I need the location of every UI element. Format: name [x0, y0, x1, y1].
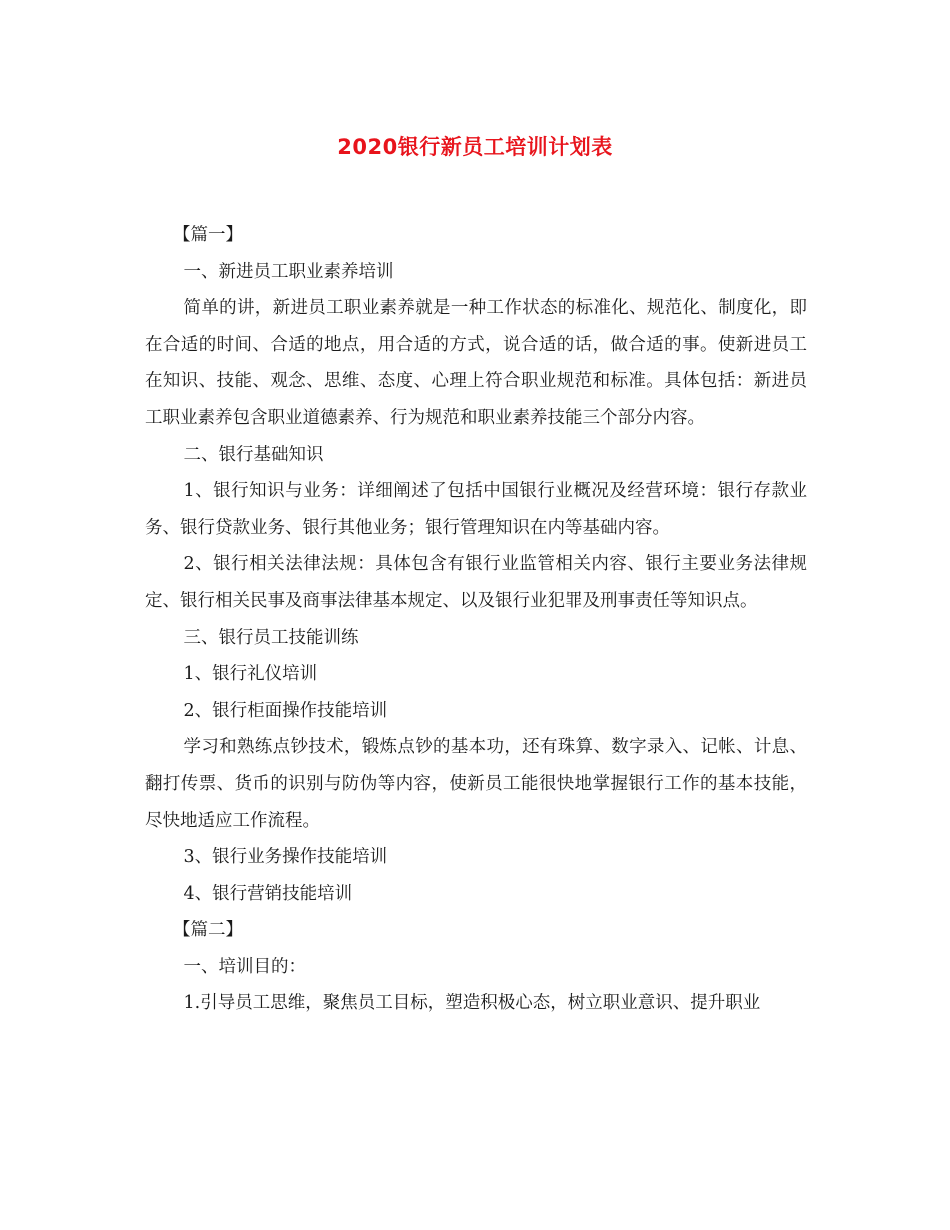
body-paragraph: 学习和熟练点钞技术，锻炼点钞的基本功，还有珠算、数字录入、记帐、计息、翻打传票、货币的识别与防伪等内容，使新员工能很快地掌握银行工作的基本技能，尽快地适应工作流程。 — [145, 737, 807, 831]
section-marker-2: 【篇二】 — [173, 920, 243, 941]
list-item: 4、银行营销技能培训 — [183, 883, 353, 904]
section-heading: 一、新进员工职业素养培训 — [183, 261, 394, 282]
section-heading: 二、银行基础知识 — [183, 444, 324, 465]
section-marker-1: 【篇一】 — [173, 225, 243, 245]
body-paragraph: 简单的讲，新进员工职业素养就是一种工作状态的标准化、规范化、制度化，即在合适的时间、合适的地点，用合适的方式，说合适的话，做合适的事。使新进员工在知识、技能、观念、思维、态度、心理上符合职业规范和标准。具体包括：新进员工职业素养包含职业道德素养、行为规范和职业素养技能三个部分内容。 — [145, 298, 807, 428]
list-item: 2、银行柜面操作技能培训 — [183, 700, 388, 721]
body-paragraph: 1、银行知识与业务：详细阐述了包括中国银行业概况及经营环境：银行存款业务、银行贷款业务、银行其他业务；银行管理知识在内等基础内容。 — [145, 481, 807, 538]
document-body — [145, 217, 807, 1022]
body-paragraph: 2、银行相关法律法规：具体包含有银行业监管相关内容、银行主要业务法律规定、银行相关民事及商事法律基本规定、以及银行业犯罪及刑事责任等知识点。 — [145, 554, 807, 611]
section-heading: 一、培训目的： — [183, 956, 306, 977]
section-heading: 三、银行员工技能训练 — [183, 627, 359, 648]
list-item: 1、银行礼仪培训 — [183, 664, 318, 685]
document-title: 2020银行新员工培训计划表 — [337, 135, 613, 159]
body-paragraph: 1.引导员工思维，聚焦员工目标，塑造积极心态，树立职业意识、提升职业 — [183, 993, 761, 1014]
list-item: 3、银行业务操作技能培训 — [183, 847, 388, 868]
